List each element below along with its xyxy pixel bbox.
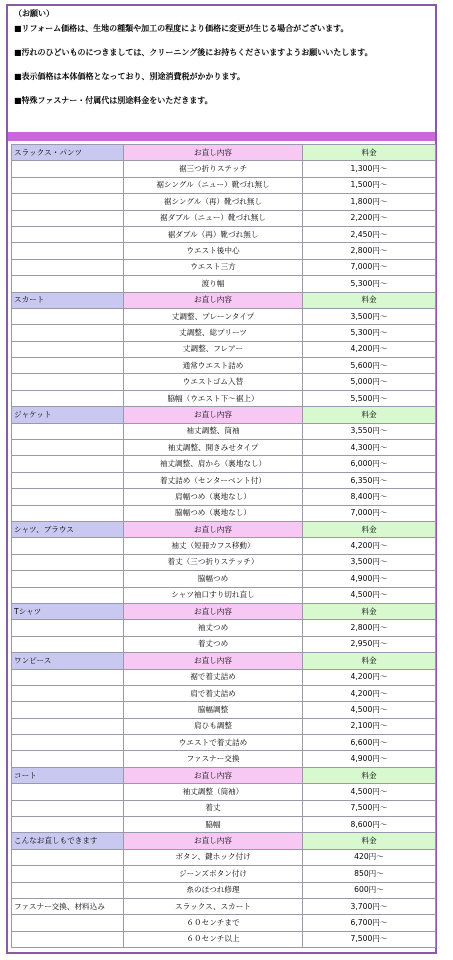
alteration-item: ファスナー交換 bbox=[124, 751, 303, 767]
row-note bbox=[12, 472, 124, 488]
table-row bbox=[12, 210, 436, 226]
price-column-header: 料金 bbox=[303, 833, 436, 849]
row-note bbox=[12, 636, 124, 652]
table-row bbox=[12, 636, 436, 652]
alteration-item: 袖丈調整、筒袖 bbox=[124, 423, 303, 439]
alteration-item: 袖丈つめ bbox=[124, 620, 303, 636]
table-row bbox=[12, 161, 436, 177]
alteration-price: 1,500円～ bbox=[303, 177, 436, 193]
alteration-item: 着丈詰め（センターベント付） bbox=[124, 472, 303, 488]
alteration-item: ボタン、鍵ホック付け bbox=[124, 849, 303, 865]
alteration-price: 4,300円～ bbox=[303, 440, 436, 456]
alteration-item: 脇幅（ウエスト下～裾上） bbox=[124, 390, 303, 406]
table-row bbox=[12, 194, 436, 210]
alteration-item: 脇幅調整 bbox=[124, 702, 303, 718]
row-note bbox=[12, 915, 124, 931]
row-note bbox=[12, 620, 124, 636]
section-header-row bbox=[12, 767, 436, 783]
row-note bbox=[12, 702, 124, 718]
alteration-item: ウエストで着丈詰め bbox=[124, 735, 303, 751]
table-row bbox=[12, 325, 436, 341]
alteration-price: 5,600円～ bbox=[303, 358, 436, 374]
section-category: Tシャツ bbox=[12, 603, 124, 619]
row-note bbox=[12, 571, 124, 587]
alteration-price: 3,550円～ bbox=[303, 423, 436, 439]
notice-line: ■リフォーム価格は、生地の種類や加工の程度により価格に変更が生じる場合がございます。 bbox=[14, 24, 349, 33]
table-row bbox=[12, 571, 436, 587]
item-column-header: お直し内容 bbox=[124, 145, 303, 161]
section-category: コート bbox=[12, 767, 124, 783]
table-row bbox=[12, 931, 436, 947]
row-note bbox=[12, 456, 124, 472]
alteration-item: 袖丈調整（筒袖） bbox=[124, 784, 303, 800]
alteration-item: 糸のほつれ修理 bbox=[124, 882, 303, 898]
alteration-price: 2,800円～ bbox=[303, 243, 436, 259]
alteration-price: 600円～ bbox=[303, 882, 436, 898]
alteration-item: ウエスト三方 bbox=[124, 259, 303, 275]
section-category: スラックス・パンツ bbox=[12, 145, 124, 161]
alteration-price: 1,300円～ bbox=[303, 161, 436, 177]
section-header-row bbox=[12, 653, 436, 669]
alteration-item: 脇幅つめ bbox=[124, 571, 303, 587]
row-note bbox=[12, 226, 124, 242]
table-row bbox=[12, 226, 436, 242]
section-category: ジャケット bbox=[12, 407, 124, 423]
price-list-frame bbox=[6, 4, 437, 954]
alteration-price: 8,600円～ bbox=[303, 817, 436, 833]
alteration-item: 袖丈調整、肩から（裏地なし） bbox=[124, 456, 303, 472]
alteration-price: 4,200円～ bbox=[303, 685, 436, 701]
alteration-item: 通常ウエスト詰め bbox=[124, 358, 303, 374]
alteration-item: 丈調整、プレーンタイプ bbox=[124, 308, 303, 324]
table-row bbox=[12, 472, 436, 488]
alteration-item: ６０センチ以上 bbox=[124, 931, 303, 947]
table-row bbox=[12, 751, 436, 767]
alteration-item: 丈調整、フレアー bbox=[124, 341, 303, 357]
row-note bbox=[12, 718, 124, 734]
row-note bbox=[12, 374, 124, 390]
alteration-item: 肩ひも調整 bbox=[124, 718, 303, 734]
row-note bbox=[12, 751, 124, 767]
alteration-price: 4,900円～ bbox=[303, 751, 436, 767]
alteration-price: 7,000円～ bbox=[303, 505, 436, 521]
alteration-price: 5,300円～ bbox=[303, 276, 436, 292]
alteration-item: 肩で着丈詰め bbox=[124, 685, 303, 701]
item-column-header: お直し内容 bbox=[124, 407, 303, 423]
alteration-price: 5,000円～ bbox=[303, 374, 436, 390]
section-header-row bbox=[12, 407, 436, 423]
alteration-price: 3,500円～ bbox=[303, 308, 436, 324]
alteration-item: シャツ袖口すり切れ直し bbox=[124, 587, 303, 603]
alteration-price: 2,200円～ bbox=[303, 210, 436, 226]
alteration-item: 裾ダブル（ニュー）靴づれ無し bbox=[124, 210, 303, 226]
table-row bbox=[12, 735, 436, 751]
alteration-item: 渡り幅 bbox=[124, 276, 303, 292]
table-row bbox=[12, 177, 436, 193]
row-note bbox=[12, 177, 124, 193]
row-note bbox=[12, 735, 124, 751]
price-column-header: 料金 bbox=[303, 767, 436, 783]
row-note bbox=[12, 440, 124, 456]
alteration-price: 850円～ bbox=[303, 866, 436, 882]
alteration-item: 着丈つめ bbox=[124, 636, 303, 652]
alteration-item: 肩幅つめ（裏地なし） bbox=[124, 489, 303, 505]
row-note bbox=[12, 423, 124, 439]
price-column-header: 料金 bbox=[303, 407, 436, 423]
alteration-item: 裾三つ折りステッチ bbox=[124, 161, 303, 177]
table-row bbox=[12, 259, 436, 275]
alteration-item: 裾シングル（再）靴づれ無し bbox=[124, 194, 303, 210]
table-row bbox=[12, 423, 436, 439]
alteration-item: 着丈（三つ折りステッチ） bbox=[124, 554, 303, 570]
alteration-item: スラックス、スカート bbox=[124, 898, 303, 914]
table-row bbox=[12, 817, 436, 833]
notice-block bbox=[8, 6, 435, 106]
alteration-item: ウエスト後中心 bbox=[124, 243, 303, 259]
section-header-row bbox=[12, 521, 436, 537]
row-note bbox=[12, 669, 124, 685]
alteration-item: 裾シングル（ニュー）靴づれ無し bbox=[124, 177, 303, 193]
row-note bbox=[12, 882, 124, 898]
section-category: スカート bbox=[12, 292, 124, 308]
price-table bbox=[11, 144, 436, 948]
alteration-price: 6,600円～ bbox=[303, 735, 436, 751]
table-row bbox=[12, 620, 436, 636]
table-row bbox=[12, 554, 436, 570]
row-note bbox=[12, 325, 124, 341]
item-column-header: お直し内容 bbox=[124, 653, 303, 669]
alteration-price: 7,500円～ bbox=[303, 800, 436, 816]
table-row bbox=[12, 849, 436, 865]
alteration-price: 4,500円～ bbox=[303, 784, 436, 800]
row-note bbox=[12, 685, 124, 701]
alteration-price: 2,100円～ bbox=[303, 718, 436, 734]
item-column-header: お直し内容 bbox=[124, 767, 303, 783]
row-note bbox=[12, 931, 124, 947]
section-category: シャツ、ブラウス bbox=[12, 521, 124, 537]
table-row bbox=[12, 800, 436, 816]
alteration-price: 2,450円～ bbox=[303, 226, 436, 242]
item-column-header: お直し内容 bbox=[124, 292, 303, 308]
alteration-price: 420円～ bbox=[303, 849, 436, 865]
item-column-header: お直し内容 bbox=[124, 603, 303, 619]
row-note bbox=[12, 784, 124, 800]
alteration-price: 4,500円～ bbox=[303, 702, 436, 718]
item-column-header: お直し内容 bbox=[124, 521, 303, 537]
notice-line: ■特殊ファスナー・付属代は別途料金をいただきます。 bbox=[14, 96, 213, 105]
table-row bbox=[12, 898, 436, 914]
alteration-item: 袖丈（短冊カフス移動） bbox=[124, 538, 303, 554]
row-note bbox=[12, 489, 124, 505]
table-row bbox=[12, 308, 436, 324]
alteration-item: 丈調整、総プリーツ bbox=[124, 325, 303, 341]
table-row bbox=[12, 702, 436, 718]
alteration-price: 4,200円～ bbox=[303, 341, 436, 357]
table-row bbox=[12, 374, 436, 390]
table-row bbox=[12, 915, 436, 931]
alteration-price: 6,700円～ bbox=[303, 915, 436, 931]
alteration-price: 1,800円～ bbox=[303, 194, 436, 210]
alteration-item: ジーンズボタン付け bbox=[124, 866, 303, 882]
table-row bbox=[12, 866, 436, 882]
table-row bbox=[12, 456, 436, 472]
alteration-item: 脇幅 bbox=[124, 817, 303, 833]
alteration-item: 袖丈調整、開きみせタイプ bbox=[124, 440, 303, 456]
table-row bbox=[12, 587, 436, 603]
section-header-row bbox=[12, 292, 436, 308]
row-note bbox=[12, 259, 124, 275]
alteration-item: 裾ダブル（再）靴づれ無し bbox=[124, 226, 303, 242]
table-row bbox=[12, 685, 436, 701]
row-note bbox=[12, 390, 124, 406]
row-note bbox=[12, 554, 124, 570]
alteration-price: 4,900円～ bbox=[303, 571, 436, 587]
price-column-header: 料金 bbox=[303, 292, 436, 308]
table-row bbox=[12, 538, 436, 554]
alteration-item: ウエストゴム入替 bbox=[124, 374, 303, 390]
table-row bbox=[12, 276, 436, 292]
section-category: こんなお直しもできます bbox=[12, 833, 124, 849]
alteration-price: 2,800円～ bbox=[303, 620, 436, 636]
alteration-price: 4,200円～ bbox=[303, 538, 436, 554]
alteration-price: 5,500円～ bbox=[303, 390, 436, 406]
alteration-price: 4,500円～ bbox=[303, 587, 436, 603]
row-note bbox=[12, 538, 124, 554]
table-row bbox=[12, 784, 436, 800]
row-note bbox=[12, 358, 124, 374]
section-category: ワンピース bbox=[12, 653, 124, 669]
alteration-item: 着丈 bbox=[124, 800, 303, 816]
notice-title: （お願い） bbox=[14, 9, 54, 18]
table-row bbox=[12, 882, 436, 898]
notice-line: ■表示価格は本体価格となっており、別途消費税がかかります。 bbox=[14, 72, 245, 81]
row-note bbox=[12, 308, 124, 324]
price-column-header: 料金 bbox=[303, 603, 436, 619]
price-column-header: 料金 bbox=[303, 145, 436, 161]
alteration-price: 7,500円～ bbox=[303, 931, 436, 947]
table-row bbox=[12, 390, 436, 406]
row-note bbox=[12, 817, 124, 833]
item-column-header: お直し内容 bbox=[124, 833, 303, 849]
row-note bbox=[12, 505, 124, 521]
table-row bbox=[12, 669, 436, 685]
divider-band bbox=[8, 132, 435, 141]
alteration-price: 5,300円～ bbox=[303, 325, 436, 341]
row-note bbox=[12, 800, 124, 816]
price-table-body bbox=[12, 145, 436, 948]
alteration-price: 6,350円～ bbox=[303, 472, 436, 488]
table-row bbox=[12, 505, 436, 521]
alteration-price: 2,950円～ bbox=[303, 636, 436, 652]
table-row bbox=[12, 341, 436, 357]
table-row bbox=[12, 489, 436, 505]
alteration-price: 3,500円～ bbox=[303, 554, 436, 570]
notice-line: ■汚れのひどいものにつきましては、クリーニング後にお持ちくださいますようお願いいたします。 bbox=[14, 48, 373, 57]
row-note bbox=[12, 194, 124, 210]
table-row bbox=[12, 718, 436, 734]
table-row bbox=[12, 440, 436, 456]
alteration-price: 7,000円～ bbox=[303, 259, 436, 275]
row-note bbox=[12, 341, 124, 357]
row-note bbox=[12, 210, 124, 226]
section-header-row bbox=[12, 603, 436, 619]
price-column-header: 料金 bbox=[303, 521, 436, 537]
row-note bbox=[12, 849, 124, 865]
alteration-item: ６０センチまで bbox=[124, 915, 303, 931]
table-row bbox=[12, 358, 436, 374]
row-note bbox=[12, 587, 124, 603]
alteration-price: 6,000円～ bbox=[303, 456, 436, 472]
row-note bbox=[12, 161, 124, 177]
row-note bbox=[12, 276, 124, 292]
row-note bbox=[12, 866, 124, 882]
alteration-item: 裾で着丈詰め bbox=[124, 669, 303, 685]
alteration-price: 4,200円～ bbox=[303, 669, 436, 685]
alteration-price: 3,700円～ bbox=[303, 898, 436, 914]
row-note: ファスナー交換、材料込み bbox=[12, 898, 124, 914]
section-header-row bbox=[12, 145, 436, 161]
price-column-header: 料金 bbox=[303, 653, 436, 669]
alteration-item: 脇幅つめ（裏地なし） bbox=[124, 505, 303, 521]
section-header-row bbox=[12, 833, 436, 849]
table-row bbox=[12, 243, 436, 259]
row-note bbox=[12, 243, 124, 259]
alteration-price: 8,400円～ bbox=[303, 489, 436, 505]
